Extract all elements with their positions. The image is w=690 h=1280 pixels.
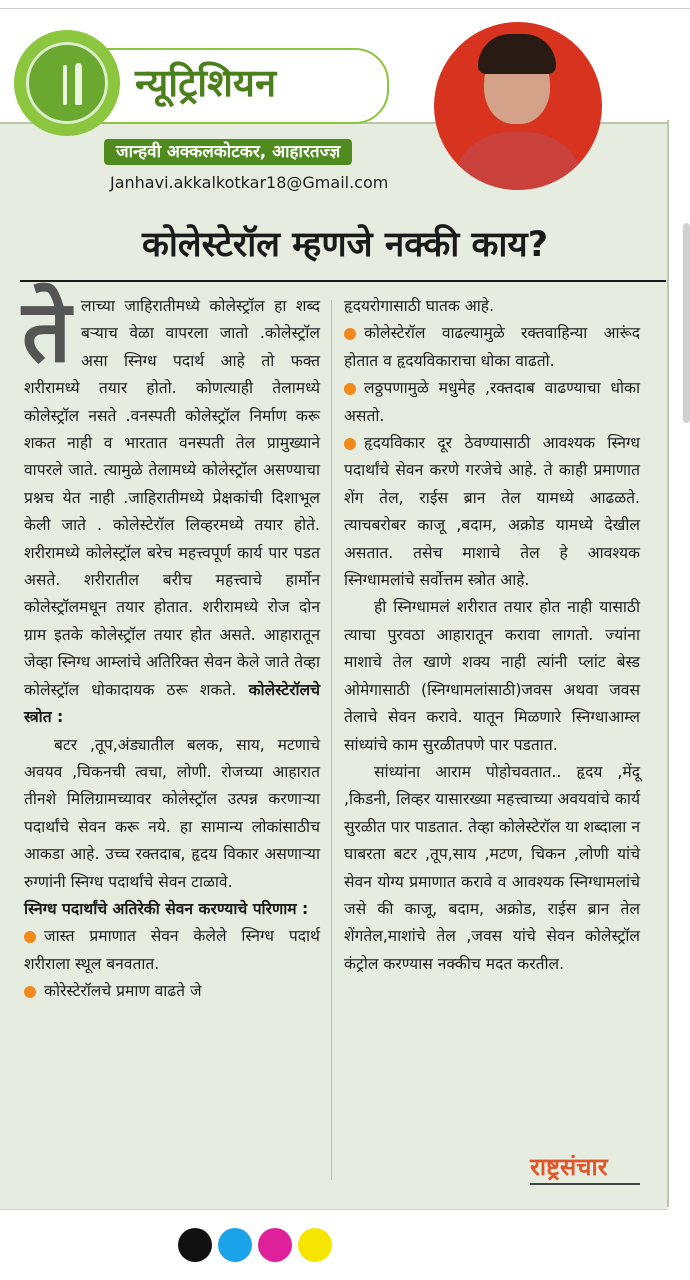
plate-icon [26, 42, 108, 124]
author-byline: जान्हवी अक्कलकोटकर, आहारतज्ज्ञ [104, 139, 352, 165]
effects-heading: स्निग्ध पदार्थांचे अतिरेकी सेवन करण्याचे परिणाम : [24, 899, 309, 918]
newspaper-logo: राष्ट्रसंचार [530, 1153, 608, 1181]
headline-rule [20, 280, 666, 282]
section-title: न्यूट्रिशियन [135, 61, 277, 105]
bullet-icon [24, 986, 36, 998]
intro-paragraph: तेलाच्या जाहिरातीमध्ये कोलेस्ट्रॉल हा शब्द बऱ्याच वेळा वापरला जातो .कोलेस्ट्रॉल असा स्निग्ध पदार्थ आहे तो फक्त शरीरामध्ये तयार होतो. कोणत्याही तेलामध्ये कोलेस्ट्रॉल नसते .वनस्पती कोलेस्ट्रॉल निर्माण करू शकत नाही व भारतात वनस्पती तेल प्रामुख्याने वापरले जाते. त्यामुळे तेलामध्ये कोलेस्ट्रॉल असण्याचा प्रश्नच येत नाही .जाहिरातीमध्ये प्रेक्षकांची दिशाभूल केली जाते . कोलेस्टेरॉल लिव्हरमध्ये तयार होते. शरीरामध्ये कोलेस्ट्रॉल बरेच महत्त्वपूर्ण कार्य पार पडत असते. शरीरातील बरीच महत्त्वाचे हार्मोन कोलेस्ट्रॉलमधून तयार होतात. शरीरामध्ये रोज दोन ग्राम इतके कोलेस्ट्रॉल तयार होत असते. आहारातून जेव्हा स्निग्ध आम्लांचे अतिरिक्त सेवन केले जाते तेव्हा कोलेस्ट्रॉल धोकादायक ठरू शकते. कोलेस्टेरॉलचे स्त्रोत : [22, 282, 320, 727]
bullet-item: कोलेस्टेरॉल वाढल्यामुळे रक्तवाहिन्या आरूंद होतात व हृदयविकाराचा धोका वाढतो. [344, 324, 640, 370]
bullet-item: हृदयविकार दूर ठेवण्यासाठी आवश्यक स्निग्ध पदार्थांचे सेवन करणे गरजेचे आहे. ते काही प्रमाणात शेंग तेल, राईस ब्रान तेल यामध्ये आढळते. त्याचबरोबर काजू ,बदाम, अक्रोड यामध्ये देखील असतात. तसेच माशाचे तेल हे आवश्यक स्निग्धामलांचे सर्वोत्तम स्त्रोत आहे. [344, 434, 640, 590]
registration-mark-cyan [218, 1228, 252, 1262]
bullet-icon [344, 383, 356, 395]
top-divider [0, 8, 690, 9]
bullet-item: जास्त प्रमाणात सेवन केलेले स्निग्ध पदार्थ शरीराला स्थूल बनवतात. [24, 927, 320, 973]
drop-cap: ते [22, 282, 72, 382]
sources-heading: कोलेस्टेरॉलचे स्त्रोत : [24, 680, 320, 727]
column-divider [331, 300, 332, 1180]
scrollbar[interactable] [683, 223, 690, 423]
registration-mark-black [178, 1228, 212, 1262]
continued-text: हृदयरोगासाठी घातक आहे. [344, 297, 495, 315]
bullet-item: कोरेस्टेरॉलचे प्रमाण वाढते जे [24, 978, 320, 1005]
panel-border [667, 120, 669, 1207]
conclusion-paragraph: सांध्यांना आराम पोहोचवतात.. हृदय ,मेंदू ,किडनी, लिव्हर यासारख्या महत्त्वाच्या अवयवांचे कार्य सुरळीत पार पाडतात. तेव्हा कोलेस्टेरॉल या शब्दाला न घाबरता बटर ,तूप,साय ,मटण, चिकन ,लोणी यांचे सेवन योग्य प्रमाणात करावे व आवश्यक स्निग्धामलांचे जसे की काजू, बदाम, अक्रोड, राईस ब्रान तेल शेंगतेल,माशांचे तेल ,जवस यांचे सेवन कोलेस्ट्रॉल कंट्रोल करण्यास नक्कीच मदत करतील. [344, 762, 640, 973]
omega-paragraph: ही स्निग्धामलं शरीरात तयार होत नाही यासाठी त्याचा पुरवठा आहारातून करावा लागतो. ज्यांना माशाचे तेल खाणे शक्य नाही त्यांनी प्लांट बेस्ड ओमेगासाठी (स्निग्धामलांसाठी)जवस अथवा जवस तेलाचे सेवन करावे. यातून मिळणारे स्निग्धाआम्ल सांध्यांचे काम सुरळीतपणे पार पडतात. [344, 598, 640, 754]
author-photo [434, 22, 602, 190]
bullet-icon [24, 931, 36, 943]
fork-icon [63, 65, 67, 105]
fork-knife-logo-icon [14, 30, 120, 136]
sources-paragraph: बटर ,तूप,अंड्यातील बलक, साय, मटणाचे अवयव ,चिकनची त्वचा, लोणी. रोजच्या आहारात तीनशे मिलिग्रामच्यावर कोलेस्ट्रॉल उत्पन्न करणाऱ्या पदार्थांचे सेवन करू नये. हा सामान्य लोकांसाठीच आकडा आहे. उच्च रक्तदाब, हृदय विकार असणाऱ्या रुग्णांनी स्निग्ध पदार्थांचे सेवन टाळावे. [24, 735, 320, 891]
logo-underline [530, 1183, 640, 1185]
article-headline: कोलेस्टेरॉल म्हणजे नक्की काय? [141, 225, 549, 265]
bullet-icon [344, 328, 356, 340]
registration-mark-magenta [258, 1228, 292, 1262]
registration-mark-yellow [298, 1228, 332, 1262]
article-column-left [22, 282, 320, 1006]
article-column-right [344, 293, 640, 978]
bullet-icon [344, 438, 356, 450]
bullet-item: लठ्ठपणामुळे मधुमेह ,रक्तदाब वाढण्याचा धोका असतो. [344, 379, 640, 425]
knife-icon [75, 63, 82, 105]
author-email: Janhavi.akkalkotkar18@Gmail.com [110, 173, 389, 192]
